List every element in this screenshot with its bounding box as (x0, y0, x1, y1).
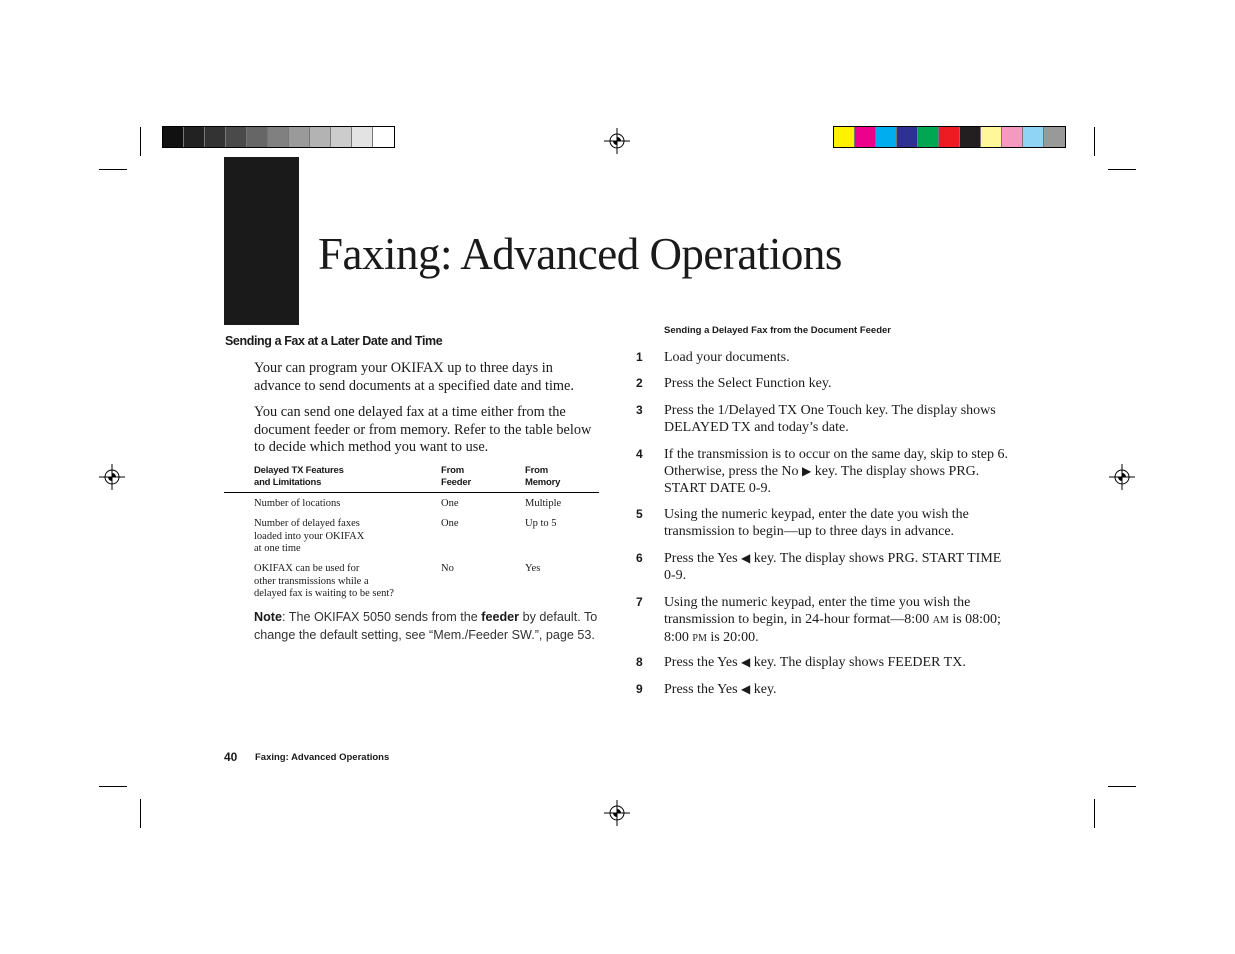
crop-mark (140, 127, 141, 156)
color-swatch (184, 127, 205, 147)
color-swatch (226, 127, 247, 147)
crop-mark (1108, 786, 1136, 787)
step-number: 5 (636, 507, 643, 521)
color-swatch (1002, 127, 1023, 147)
table-rule (224, 492, 599, 493)
step-number: 3 (636, 403, 643, 417)
color-swatch (331, 127, 352, 147)
paragraph: Your can program your OKIFAX up to three days in advance to send documents at a specified date and time. (254, 360, 574, 394)
paragraph: You can send one delayed fax at a time either from the document feeder or from memory. Refer to the table below to decide which method you want to use. (254, 404, 592, 455)
color-swatch (939, 127, 960, 147)
table-header-feeder: From Feeder (441, 465, 471, 488)
color-swatch (268, 127, 289, 147)
page-title: Faxing: Advanced Operations (318, 229, 842, 279)
left-arrow-key-icon: ◀ (741, 655, 751, 669)
color-swatch (1044, 127, 1065, 147)
color-bar (833, 126, 1066, 148)
table-cell-memory: Multiple (525, 498, 562, 509)
step-text: Using the numeric keypad, enter the date you wish the transmission to begin—up to three days in advance. (664, 507, 969, 539)
right-arrow-key-icon: ▶ (802, 464, 812, 478)
grayscale-bar (162, 126, 395, 148)
color-swatch (981, 127, 1002, 147)
table-cell-memory: Yes (525, 563, 541, 574)
step-number: 7 (636, 595, 643, 609)
table-cell-feeder: One (441, 518, 459, 529)
crop-mark (1094, 127, 1095, 156)
table-header-features: Delayed TX Features and Limitations (254, 465, 344, 488)
color-swatch (960, 127, 981, 147)
step-text: Press the Select Function key. (664, 376, 832, 391)
table-cell-feeder: No (441, 563, 454, 574)
step-text: Load your documents. (664, 350, 790, 365)
step-number: 1 (636, 350, 643, 364)
crop-mark (99, 786, 127, 787)
procedure-heading: Sending a Delayed Fax from the Document Feeder (664, 325, 891, 336)
step-number: 9 (636, 682, 643, 696)
crop-mark (99, 169, 127, 170)
registration-mark-icon (99, 464, 125, 490)
step-text: Press the Yes ◀ key. The display shows FEEDER TX. (664, 655, 966, 670)
step-text: Press the Yes ◀ key. The display shows PRG. START TIME 0-9. (664, 551, 1002, 583)
color-swatch (352, 127, 373, 147)
step-text: If the transmission is to occur on the same day, skip to step 6. Otherwise, press the No ▶ key. The display shows PRG. START DATE 0-9. (664, 447, 1008, 496)
color-swatch (310, 127, 331, 147)
step-number: 6 (636, 551, 643, 565)
table-cell-feature: OKIFAX can be used for other transmissions while a delayed fax is waiting to be sent? (254, 563, 394, 599)
registration-mark-icon (604, 800, 630, 826)
step-number: 2 (636, 376, 643, 390)
chapter-tab (224, 157, 299, 325)
color-swatch (1023, 127, 1044, 147)
color-swatch (855, 127, 876, 147)
running-footer: Faxing: Advanced Operations (255, 752, 390, 763)
color-swatch (897, 127, 918, 147)
table-cell-feature: Number of locations (254, 498, 341, 509)
color-swatch (876, 127, 897, 147)
page-number: 40 (224, 750, 238, 764)
color-swatch (373, 127, 394, 147)
crop-mark (1108, 169, 1136, 170)
color-swatch (163, 127, 184, 147)
registration-mark-icon (604, 128, 630, 154)
left-arrow-key-icon: ◀ (741, 551, 751, 565)
crop-mark (1094, 799, 1095, 828)
note: Note: The OKIFAX 5050 sends from the feeder by default. To change the default setting, see “Mem./Feeder SW.”, page 53. (254, 610, 598, 642)
table-cell-feeder: One (441, 498, 459, 509)
registration-mark-icon (1109, 464, 1135, 490)
step-text: Press the 1/Delayed TX One Touch key. The display shows DELAYED TX and today’s date. (664, 403, 996, 435)
color-swatch (834, 127, 855, 147)
color-swatch (247, 127, 268, 147)
table-cell-feature: Number of delayed faxes loaded into your OKIFAX at one time (254, 518, 365, 554)
left-arrow-key-icon: ◀ (741, 682, 751, 696)
crop-mark (140, 799, 141, 828)
step-number: 4 (636, 447, 643, 461)
step-text: Using the numeric keypad, enter the time you wish the transmission to begin, in 24-hour format—8:00 AM is 08:00; 8:00 PM is 20:00. (664, 595, 1001, 645)
color-swatch (289, 127, 310, 147)
section-heading: Sending a Fax at a Later Date and Time (225, 334, 443, 348)
step-text: Press the Yes ◀ key. (664, 682, 777, 697)
step-number: 8 (636, 655, 643, 669)
color-swatch (918, 127, 939, 147)
table-header-memory: From Memory (525, 465, 561, 488)
color-swatch (205, 127, 226, 147)
table-cell-memory: Up to 5 (525, 518, 557, 529)
